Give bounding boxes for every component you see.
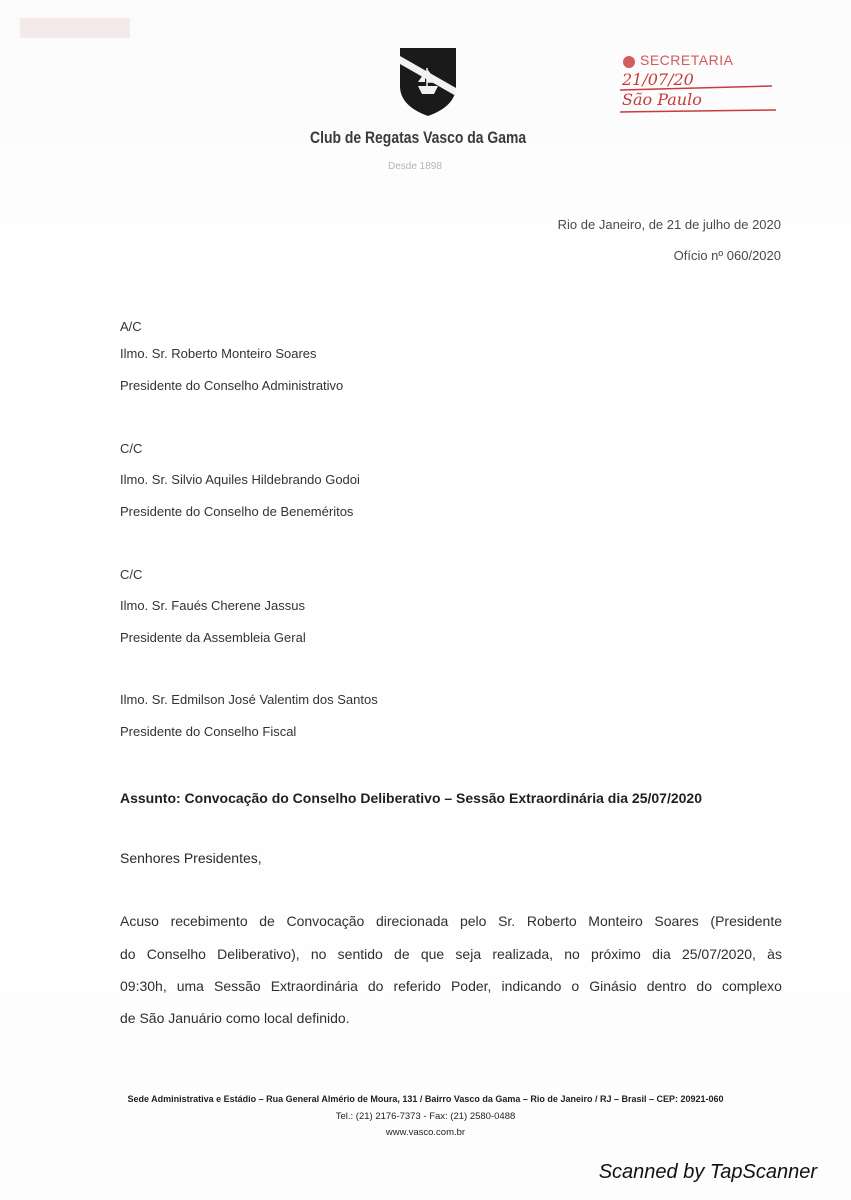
body-line: [120, 978, 782, 994]
stamp-title: SECRETARIA: [640, 52, 734, 68]
body-word: que: [420, 946, 445, 962]
body-word: dentro: [646, 978, 687, 994]
stamp-date: 21/07/20: [622, 70, 694, 89]
recipient-title: Presidente do Conselho de Beneméritos: [120, 504, 354, 519]
recipient-label: A/C: [120, 319, 142, 334]
footer-address: Sede Administrativa e Estádio – Rua General Almério de Moura, 131 / Bairro Vasco da Gama – Rio de Janeiro / RJ – Brasil – CEP: 20921-060: [127, 1094, 724, 1104]
body-word: Conselho: [146, 946, 206, 962]
body-word: do: [696, 978, 712, 994]
body-word: próximo: [591, 946, 641, 962]
body-word: realizada,: [492, 946, 554, 962]
body-word: Ginásio: [589, 978, 637, 994]
founded-year: Desde 1898: [388, 161, 442, 172]
body-word: 25/07/2020,: [681, 946, 756, 962]
body-word: (Presidente: [710, 913, 782, 929]
body-word: às: [767, 946, 782, 962]
body-line: de São Januário como local definido.: [120, 1010, 350, 1026]
letter-subject: Assunto: Convocação do Conselho Deliberativo – Sessão Extraordinária dia 25/07/2020: [120, 790, 702, 806]
body-word: referido: [393, 978, 441, 994]
date-line: Rio de Janeiro, de 21 de julho de 2020: [557, 217, 781, 232]
body-word: do: [367, 978, 384, 994]
footer-website: www.vasco.com.br: [385, 1127, 466, 1138]
body-word: indicando: [501, 978, 562, 994]
recipient-title: Presidente do Conselho Fiscal: [120, 724, 297, 739]
scan-smudge: [20, 18, 130, 38]
body-word: no: [564, 946, 580, 962]
recipient-title: Presidente da Assembleia Geral: [120, 630, 306, 645]
body-word: pelo: [459, 913, 487, 929]
body-word: sentido: [337, 946, 383, 962]
body-word: Roberto: [526, 913, 577, 929]
body-word: Sr.: [498, 913, 516, 929]
body-word: dia: [652, 946, 671, 962]
body-line: [120, 946, 782, 962]
body-word: recebimento: [170, 913, 248, 929]
body-word: 09:30h,: [120, 978, 167, 994]
body-word: o: [571, 978, 580, 994]
body-word: Poder,: [450, 978, 492, 994]
recipient-name: Ilmo. Sr. Roberto Monteiro Soares: [120, 346, 317, 361]
body-word: Extraordinária: [270, 978, 358, 994]
recipient-title: Presidente do Conselho Administrativo: [120, 378, 344, 393]
letter-greeting: Senhores Presidentes,: [120, 850, 262, 866]
body-line: [120, 913, 782, 929]
office-number: Ofício nº 060/2020: [673, 248, 781, 263]
recipient-name: Ilmo. Sr. Silvio Aquiles Hildebrando Godoi: [120, 472, 360, 487]
recipient-name: Ilmo. Sr. Edmilson José Valentim dos Santos: [120, 692, 378, 707]
body-word: complexo: [722, 978, 782, 994]
body-word: Deliberativo),: [217, 946, 300, 962]
body-word: direcionada: [375, 913, 449, 929]
recipient-label: C/C: [120, 567, 143, 582]
body-word: seja: [455, 946, 482, 962]
stamp-place: São Paulo: [622, 90, 702, 109]
body-word: Monteiro: [588, 913, 643, 929]
body-word: no: [310, 946, 327, 962]
club-crest-icon: [396, 42, 460, 118]
body-word: Soares: [654, 913, 699, 929]
body-word: Convocação: [286, 913, 365, 929]
scanner-watermark: Scanned by TapScanner: [598, 1161, 817, 1183]
body-word: de: [394, 946, 410, 962]
recipient-name: Ilmo. Sr. Faués Cherene Jassus: [120, 598, 305, 613]
body-word: Acuso: [120, 913, 159, 929]
recipient-label: C/C: [120, 441, 143, 456]
stamp-strike-lines: [612, 52, 784, 124]
body-word: Sessão: [213, 978, 261, 994]
received-stamp: [612, 52, 784, 124]
body-word: uma: [176, 978, 204, 994]
footer-phones: Tel.: (21) 2176-7373 - Fax: (21) 2580-0488: [335, 1111, 516, 1122]
club-name: Club de Regatas Vasco da Gama: [310, 128, 527, 147]
body-word: do: [120, 946, 136, 962]
body-word: de: [259, 913, 275, 929]
